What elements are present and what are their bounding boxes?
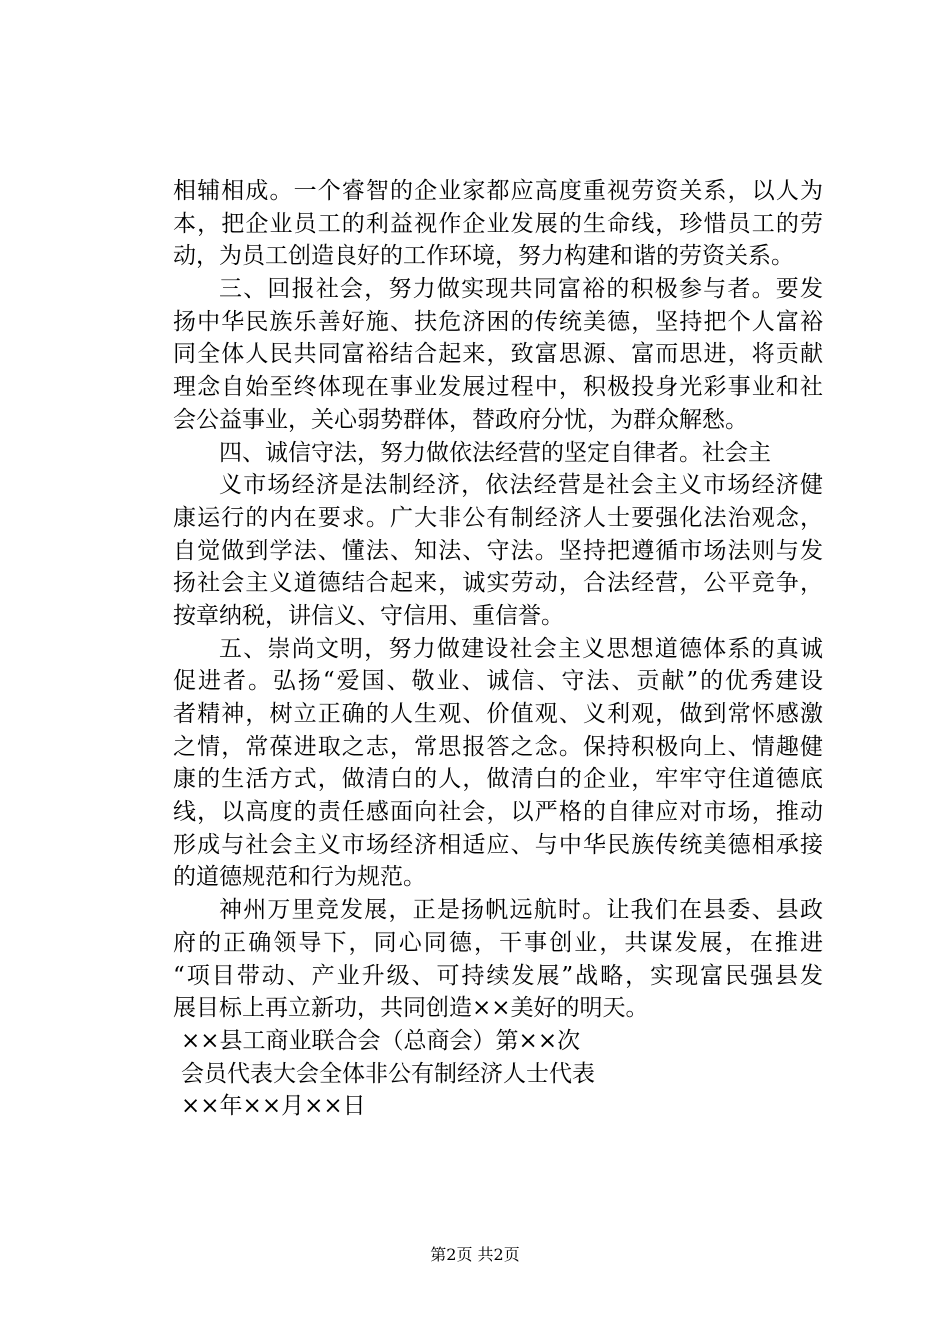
text-line: 之情，常葆进取之志，常思报答之念。保持积极向上、情趣健 <box>173 733 823 760</box>
document-body <box>173 175 823 1123</box>
text-line: 会公益事业，关心弱势群体，替政府分忧，为群众解愁。 <box>173 406 748 433</box>
text-line: 扬社会主义道德结合起来，诚实劳动，合法经营，公平竞争， <box>173 570 823 597</box>
text-line: 府的正确领导下，同心同德，干事创业，共谋发展，在推进 <box>173 929 823 956</box>
text-line: 者精神，树立正确的人生观、价值观、义利观，做到常怀感激 <box>173 701 823 727</box>
signature-representatives: 会员代表大会全体非公有制经济人士代表 <box>181 1060 595 1087</box>
signature-organization: ××县工商业联合会（总商会）第××次 <box>181 1027 581 1054</box>
text-line: 的道德规范和行为规范。 <box>173 864 426 891</box>
text-line: 按章纳税，讲信义、守信用、重信誉。 <box>173 602 564 629</box>
text-line: 形成与社会主义市场经济相适应、与中华民族传统美德相承接 <box>173 831 823 858</box>
text-line: 促进者。弘扬“爱国、敬业、诚信、守法、贡献”的优秀建设 <box>173 668 823 695</box>
text-line: “项目带动、产业升级、可持续发展”战略，实现富民强县发 <box>173 962 823 989</box>
text-line: 三、回报社会，努力做实现共同富裕的积极参与者。要发 <box>219 276 823 303</box>
text-line: 神州万里竞发展，正是扬帆远航时。让我们在县委、县政 <box>219 897 823 924</box>
text-line: 义市场经济是法制经济，依法经营是社会主义市场经济健 <box>219 472 823 499</box>
text-line: 同全体人民共同富裕结合起来，致富思源、富而思进，将贡献 <box>173 341 823 368</box>
text-line: 展目标上再立新功，共同创造××美好的明天。 <box>173 995 649 1022</box>
text-line: 理念自始至终体现在事业发展过程中，积极投身光彩事业和社 <box>173 374 823 401</box>
text-line: 线，以高度的责任感面向社会，以严格的自律应对市场，推动 <box>173 799 823 826</box>
text-line: 扬中华民族乐善好施、扶危济困的传统美德，坚持把个人富裕 <box>173 308 823 335</box>
text-line: 本，把企业员工的利益视作企业发展的生命线，珍惜员工的劳 <box>173 210 823 237</box>
text-line: 五、崇尚文明，努力做建设社会主义思想道德体系的真诚 <box>219 635 823 662</box>
text-line: 相辅相成。一个睿智的企业家都应高度重视劳资关系，以人为 <box>173 178 823 204</box>
text-line: 动，为员工创造良好的工作环境，努力构建和谐的劳资关系。 <box>173 243 794 270</box>
page-footer: 第2页 共2页 <box>430 1245 520 1264</box>
signature-date: ××年××月××日 <box>181 1093 366 1120</box>
text-line: 四、诚信守法，努力做依法经营的坚定自律者。社会主 <box>219 439 771 466</box>
text-line: 康的生活方式，做清白的人，做清白的企业，牢牢守住道德底 <box>173 766 823 793</box>
text-line: 自觉做到学法、懂法、知法、守法。坚持把遵循市场法则与发 <box>173 537 823 564</box>
text-line: 康运行的内在要求。广大非公有制经济人士要强化法治观念， <box>173 504 823 531</box>
